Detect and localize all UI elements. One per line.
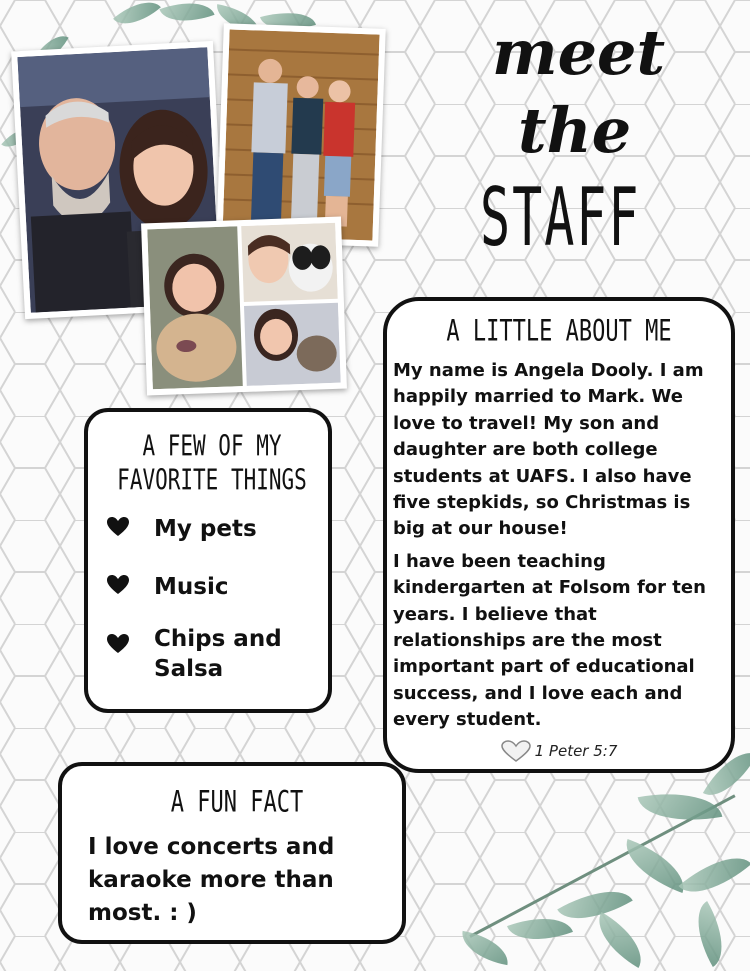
fun-fact-heading: A FUN FACT [170, 785, 304, 820]
favorites-heading-line1: A FEW OF MY [142, 429, 282, 463]
favorite-item-label: Chips and Salsa [154, 626, 282, 682]
about-me-heading: A LITTLE ABOUT ME [446, 314, 672, 349]
verse-text: 1 Peter 5:7 [534, 741, 618, 760]
list-item [106, 624, 318, 684]
verse-reference [393, 740, 725, 762]
about-paragraph-family: My name is Angela Dooly. I am happily married to Mark. We love to travel! My son and daughter are both college students at UAFS. I also have five stepkids, so Christmas is big at our house! [393, 360, 704, 540]
list-item [106, 572, 318, 602]
about-me-text [393, 358, 725, 734]
favorite-item-label: My pets [154, 516, 257, 542]
favorites-panel [84, 408, 332, 713]
photo-pets-collage [141, 217, 347, 396]
heart-outline-icon [501, 740, 531, 762]
about-paragraph-teaching: I have been teaching kindergarten at Folsom for ten years. I believe that relationships are the most important part of educational success, and I love each and every student. [393, 550, 706, 731]
title-meet: meet [492, 16, 666, 89]
heart-icon [106, 514, 130, 537]
about-me-panel [383, 297, 735, 773]
heart-icon [106, 572, 130, 595]
list-item [106, 514, 318, 544]
fun-fact-text: I love concerts and karaoke more than most. : ) [88, 834, 335, 926]
heart-icon [106, 624, 130, 654]
favorites-heading-line2: FAVORITE THINGS [117, 463, 307, 497]
photo-family-group [216, 23, 386, 247]
title-staff: STAFF [480, 171, 641, 265]
fun-fact-panel [58, 762, 406, 944]
favorite-item-label: Music [154, 574, 229, 600]
favorites-list [106, 514, 318, 684]
title-the: the [518, 94, 632, 167]
